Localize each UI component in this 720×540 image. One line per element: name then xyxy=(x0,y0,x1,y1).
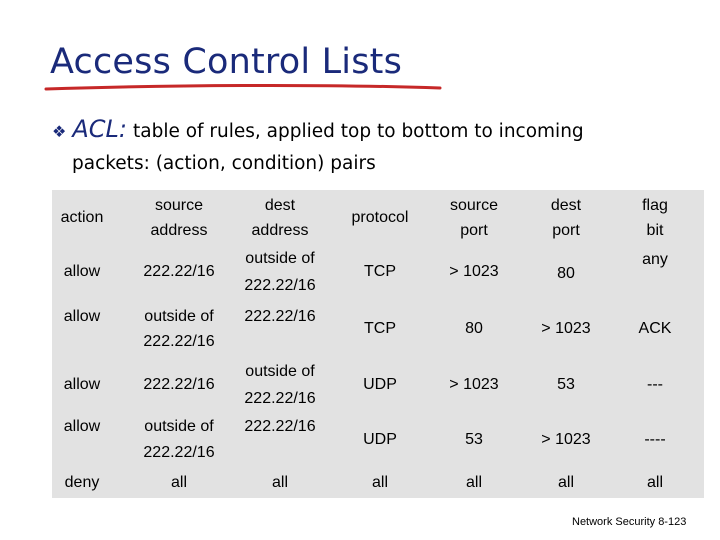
row2-source-address-line1: outside of xyxy=(144,308,214,325)
header-protocol: protocol xyxy=(351,209,409,226)
header-source-port-line1: source xyxy=(449,197,499,214)
row4-action: allow xyxy=(63,418,101,435)
row3-protocol: UDP xyxy=(363,376,397,393)
bullet-point xyxy=(52,113,692,180)
row1-source-address: 222.22/16 xyxy=(143,263,215,280)
acl-term: ACL: xyxy=(72,115,127,143)
row2-dest-port: > 1023 xyxy=(541,320,591,337)
row3-dest-address-line2: 222.22/16 xyxy=(244,390,316,407)
row5-protocol: all xyxy=(371,474,388,491)
acl-table xyxy=(52,190,704,498)
title-underline xyxy=(44,82,444,94)
row5-source-address: all xyxy=(170,474,187,491)
row1-dest-address-line1: outside of xyxy=(245,250,315,267)
header-dest-address-line1: dest xyxy=(264,197,296,214)
slide-title: Access Control Lists xyxy=(50,42,403,82)
bullet-text-line2: packets: (action, condition) pairs xyxy=(72,153,376,174)
row5-source-port: all xyxy=(465,474,482,491)
row2-source-address-line2: 222.22/16 xyxy=(143,333,215,350)
row5-dest-port: all xyxy=(557,474,574,491)
row1-action: allow xyxy=(63,263,101,280)
row2-protocol: TCP xyxy=(364,320,396,337)
row4-dest-port: > 1023 xyxy=(541,431,591,448)
header-flag-bit-line1: flag xyxy=(642,197,668,214)
row2-dest-address: 222.22/16 xyxy=(244,308,316,325)
row3-flag: --- xyxy=(647,376,663,393)
row4-dest-address: 222.22/16 xyxy=(244,418,316,435)
row4-source-address-line1: outside of xyxy=(144,418,214,435)
row3-dest-address-line1: outside of xyxy=(245,363,315,380)
header-source-port-line2: port xyxy=(460,222,488,239)
header-source-address-line2: address xyxy=(150,222,208,239)
row3-source-address: 222.22/16 xyxy=(143,376,215,393)
row3-source-port: > 1023 xyxy=(449,376,499,393)
row5-dest-address: all xyxy=(271,474,288,491)
row3-dest-port: 53 xyxy=(557,376,575,393)
row1-dest-port: 80 xyxy=(557,265,575,282)
row4-protocol: UDP xyxy=(363,431,397,448)
row5-action: deny xyxy=(64,474,100,491)
header-source-address-line1: source xyxy=(154,197,204,214)
header-dest-address-line2: address xyxy=(251,222,309,239)
row4-flag: ---- xyxy=(644,431,666,448)
row1-source-port: > 1023 xyxy=(449,263,499,280)
header-dest-port-line1: dest xyxy=(550,197,582,214)
row1-dest-address-line2: 222.22/16 xyxy=(244,277,316,294)
row4-source-port: 53 xyxy=(465,431,483,448)
row5-flag: all xyxy=(646,474,663,491)
header-action: action xyxy=(60,209,104,226)
row2-source-port: 80 xyxy=(465,320,483,337)
diamond-bullet-icon: ❖ xyxy=(52,122,67,141)
slide-footer: Network Security 8-123 xyxy=(572,516,687,528)
row1-protocol: TCP xyxy=(364,263,396,280)
row1-flag: any xyxy=(642,251,668,268)
header-flag-bit-line2: bit xyxy=(646,222,664,239)
bullet-text-line1: table of rules, applied top to bottom to incoming xyxy=(132,121,584,142)
row3-action: allow xyxy=(63,376,101,393)
row2-flag: ACK xyxy=(638,320,672,337)
row4-source-address-line2: 222.22/16 xyxy=(143,444,215,461)
header-dest-port-line2: port xyxy=(552,222,580,239)
row2-action: allow xyxy=(63,308,101,325)
